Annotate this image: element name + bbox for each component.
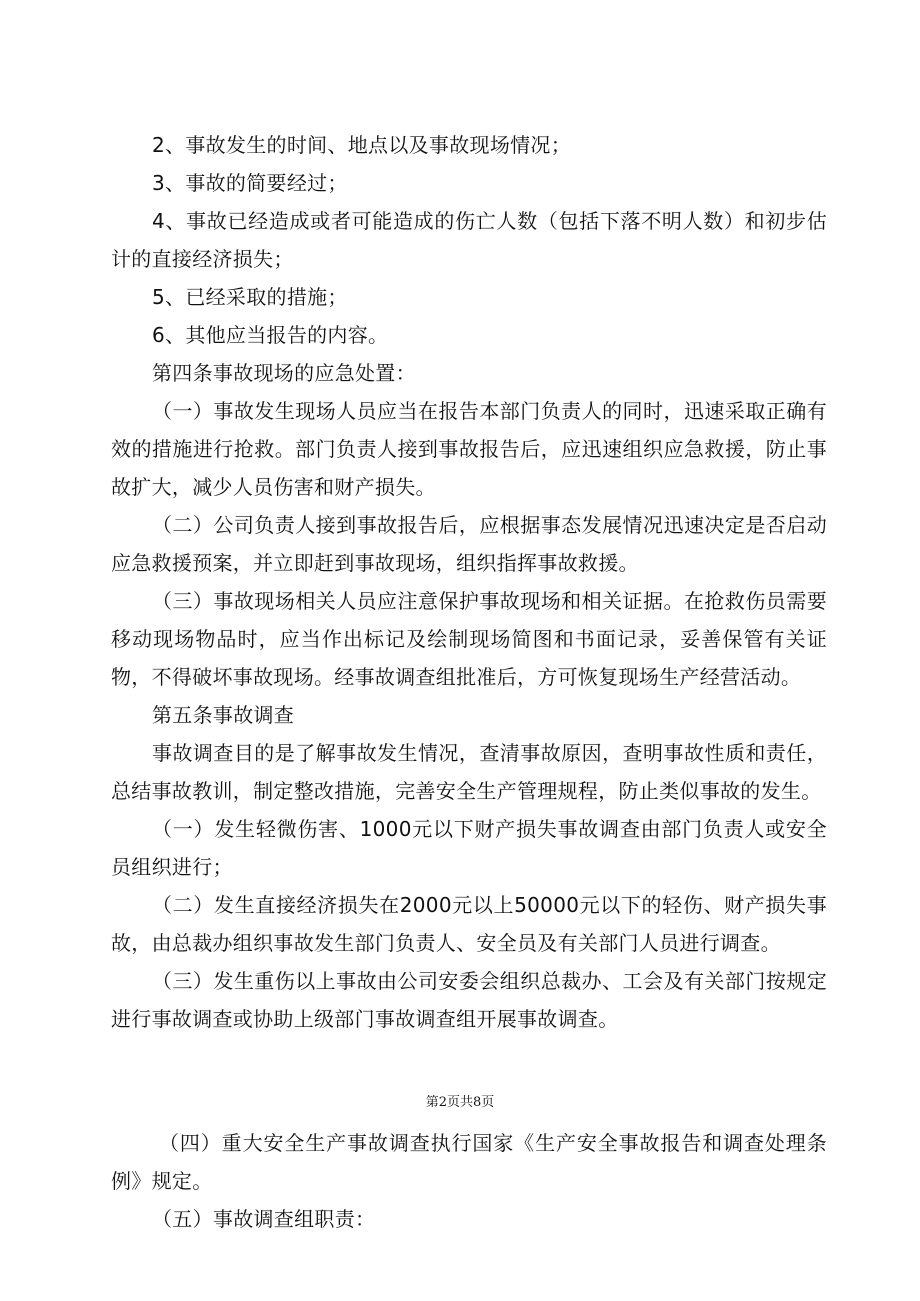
article-4-heading: 第四条事故现场的应急处置： <box>152 361 416 385</box>
page-footer: 第2页共8页 <box>425 1095 495 1110</box>
paragraph-item-4: 4、事故已经造成或者可能造成的伤亡人数（包括下落不明人数）和初步估计的直接经济损失； <box>111 209 827 271</box>
paragraph-clause-2: （二）公司负责人接到事故报告后，应根据事态发展情况迅速决定是否启动应急救援预案，并立即赶到事故现场，组织指挥事故救援。 <box>111 513 827 575</box>
paragraph-investigation-3: （三）发生重伤以上事故由公司安委会组织总裁办、工会及有关部门按规定进行事故调查或协助上级部门事故调查组开展事故调查。 <box>111 969 827 1031</box>
paragraph-investigation-1: （一）发生轻微伤害、1000元以下财产损失事故调查由部门负责人或安全员组织进行； <box>111 817 827 879</box>
paragraph-item-2: 2、事故发生的时间、地点以及事故现场情况； <box>152 133 572 157</box>
paragraph-clause-1: （一）事故发生现场人员应当在报告本部门负责人的同时，迅速采取正确有效的措施进行抢救。部门负责人接到事故报告后，应迅速组织应急救援，防止事故扩大，减少人员伤害和财产损失。 <box>111 399 827 499</box>
paragraph-clause-3: （三）事故现场相关人员应注意保护事故现场和相关证据。在抢救伤员需要移动现场物品时，应当作出标记及绘制现场简图和书面记录，妥善保管有关证物，不得破坏事故现场。经事故调查组批准后，方可恢复现场生产经营活动。 <box>111 589 827 689</box>
paragraph-item-5: 5、已经采取的措施； <box>152 285 348 309</box>
document-body <box>111 126 827 1038</box>
document-body-continued <box>111 1124 827 1238</box>
paragraph-investigation-purpose: 事故调查目的是了解事故发生情况，查清事故原因，查明事故性质和责任，总结事故教训，制定整改措施，完善安全生产管理规程，防止类似事故的发生。 <box>111 741 827 803</box>
article-5-heading: 第五条事故调查 <box>152 703 295 727</box>
paragraph-item-3: 3、事故的简要经过； <box>152 171 348 195</box>
paragraph-investigation-4: （四）重大安全生产事故调查执行国家《生产安全事故报告和调查处理条例》规定。 <box>111 1131 827 1193</box>
paragraph-investigation-5: （五）事故调查组职责： <box>152 1207 376 1231</box>
paragraph-item-6: 6、其他应当报告的内容。 <box>152 323 389 347</box>
paragraph-investigation-2: （二）发生直接经济损失在2000元以上50000元以下的轻伤、财产损失事故，由总裁办组织事故发生部门负责人、安全员及有关部门人员进行调查。 <box>111 893 827 955</box>
